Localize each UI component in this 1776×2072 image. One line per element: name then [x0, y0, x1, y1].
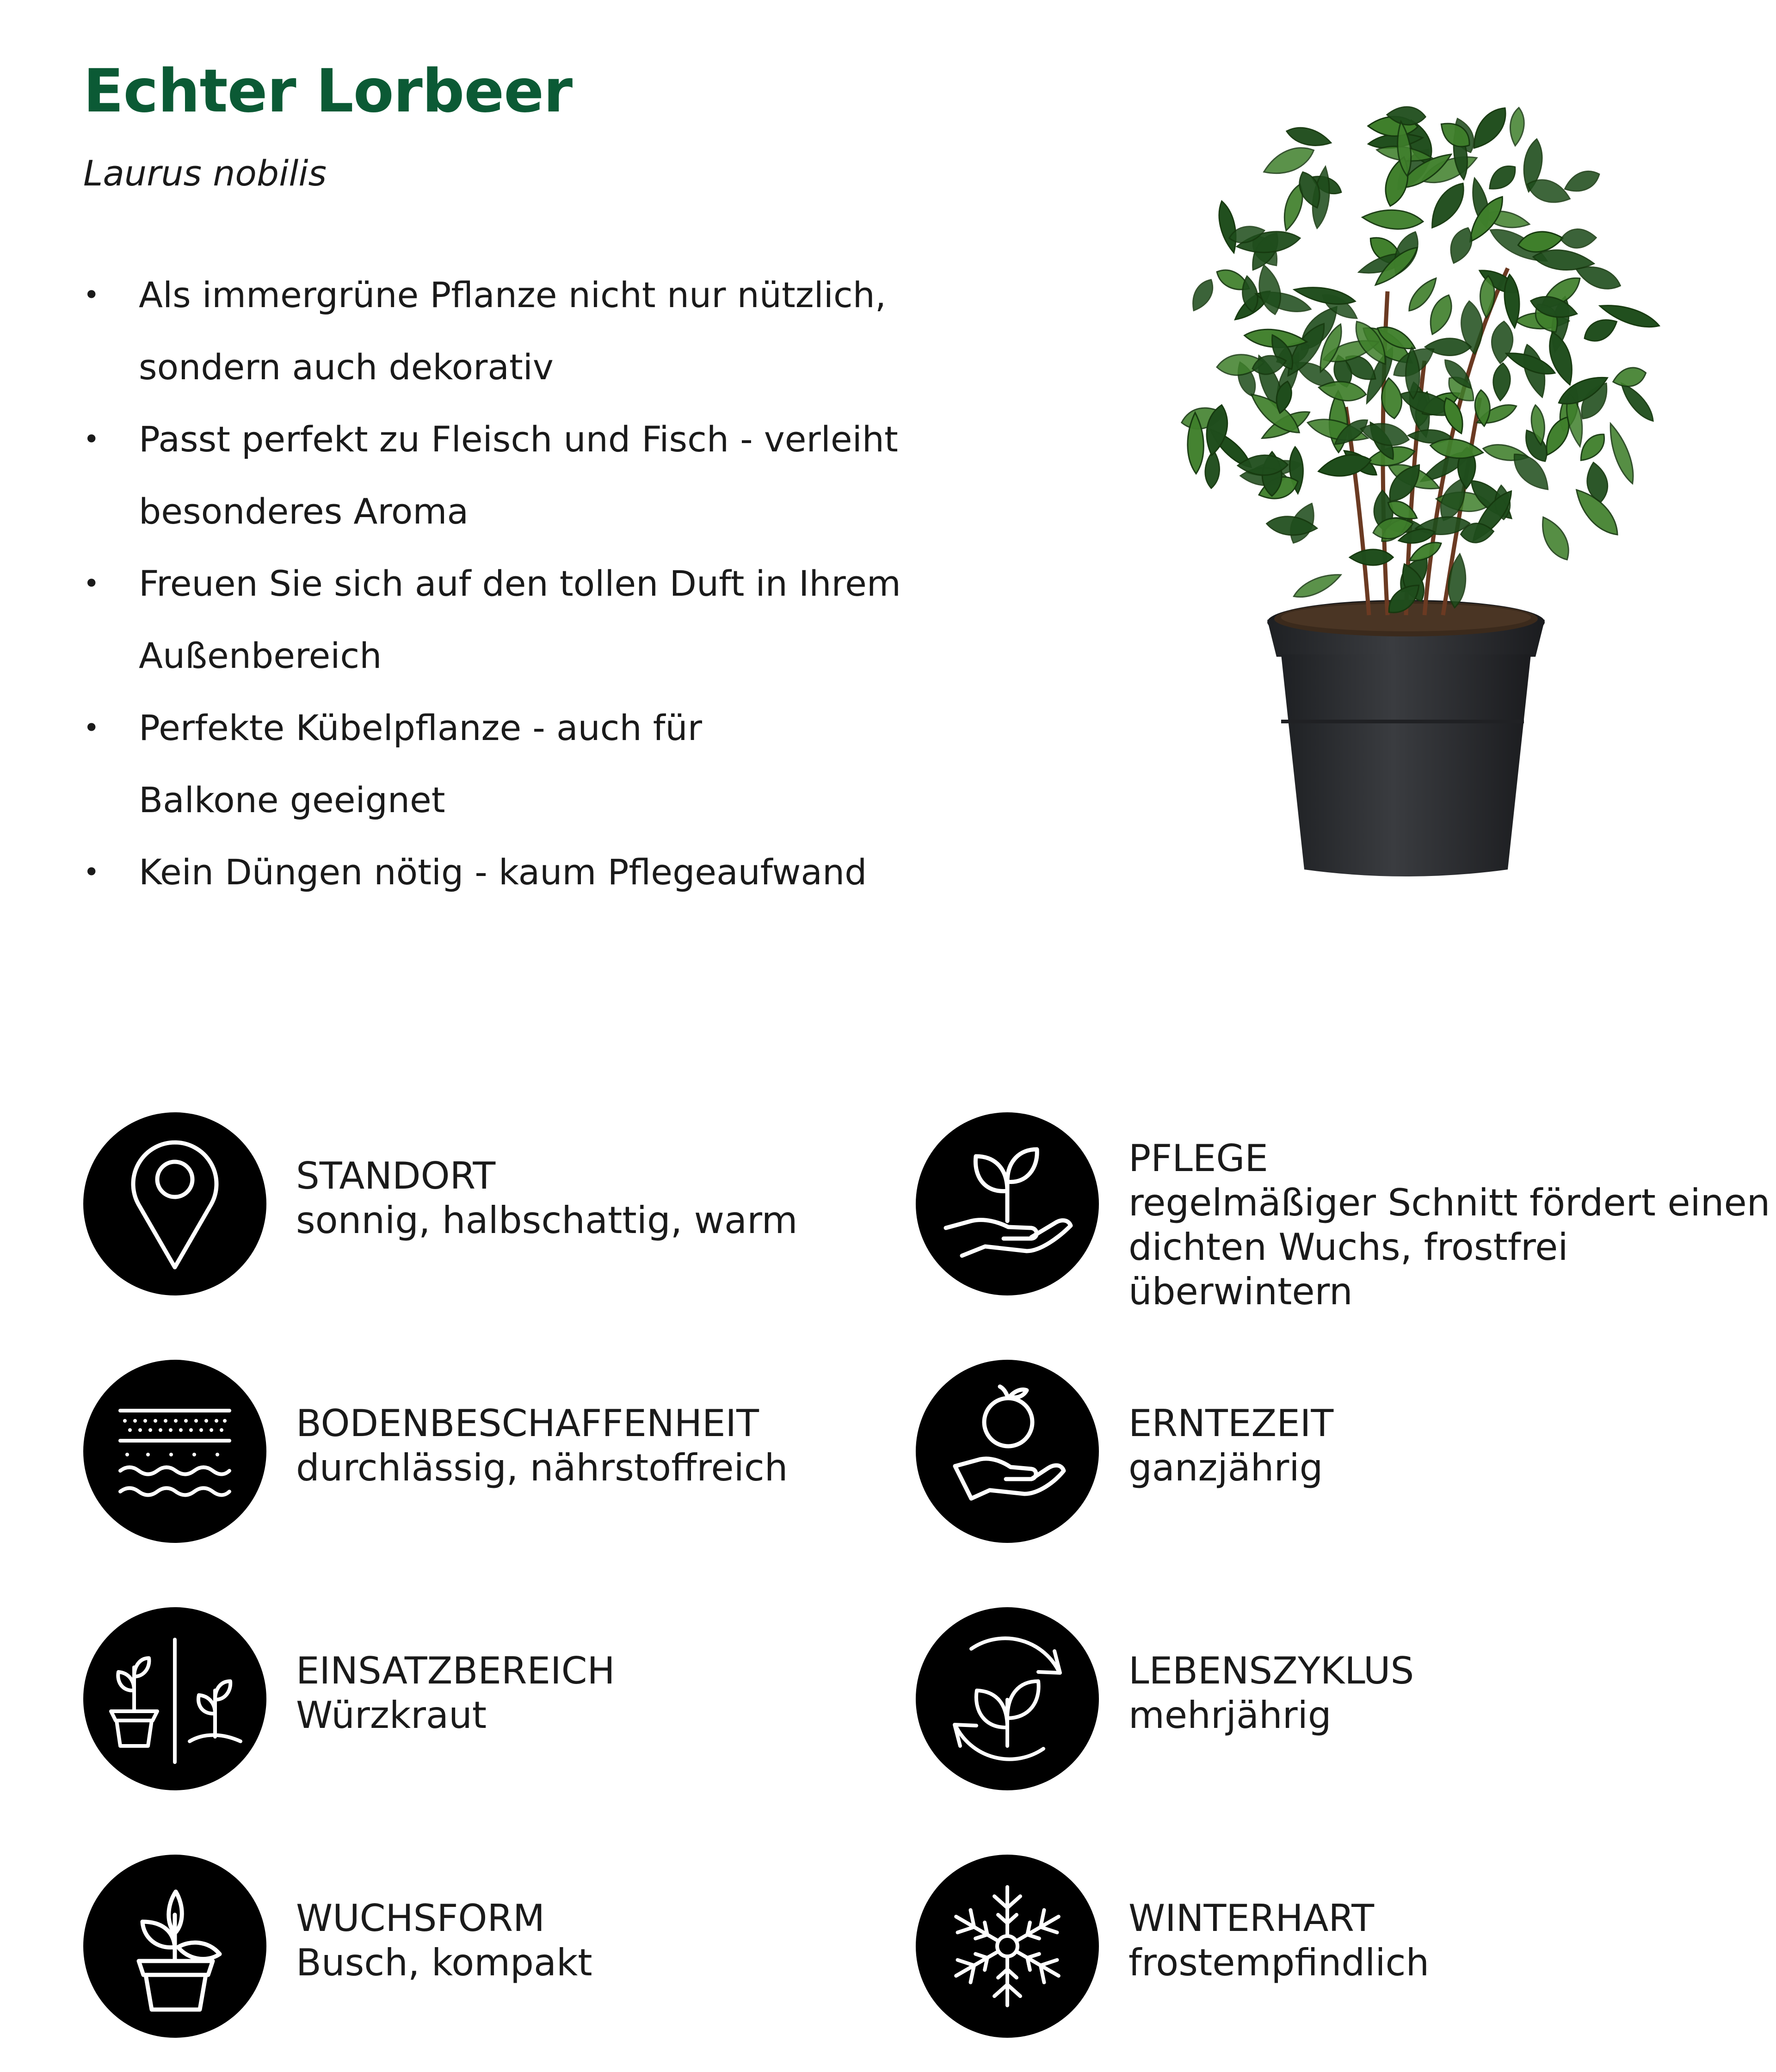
leaf-shape: [1291, 568, 1344, 602]
feature-list: [79, 259, 911, 908]
leaf-shape: [1611, 364, 1648, 390]
pot-icon: [1267, 600, 1545, 876]
feature-text-line: Kein Düngen nötig - kaum Pflegeaufwand: [139, 851, 867, 893]
info-label: STANDORT: [296, 1154, 496, 1197]
leaf-shape: [1424, 292, 1457, 338]
leaf-shape: [1580, 314, 1621, 346]
feature-item: [79, 403, 911, 548]
info-label: EINSATZBEREICH: [296, 1649, 615, 1692]
feature-text-line: Außenbereich: [139, 635, 382, 676]
product-latin-name: Laurus nobilis: [83, 153, 327, 194]
foliage-icon: [1179, 102, 1661, 619]
leaf-shape: [1492, 363, 1511, 401]
info-label: BODENBESCHAFFENHEIT: [296, 1402, 759, 1445]
seedling-hand-icon: [916, 1112, 1099, 1295]
snowflake-icon: [916, 1855, 1099, 2038]
feature-item: [79, 548, 911, 692]
leaf-shape: [1535, 512, 1576, 564]
leaf-shape: [1187, 276, 1218, 314]
info-label: PFLEGE: [1128, 1137, 1268, 1180]
info-erntezeit: [916, 1360, 1748, 1554]
lifecycle-leaf-icon: [916, 1607, 1099, 1790]
bullet-icon: •: [83, 712, 100, 744]
info-lebenszyklus: [916, 1607, 1748, 1801]
feature-text-line: Perfekte Kübelpflanze - auch für: [139, 707, 702, 748]
info-value: ganzjährig: [1128, 1446, 1323, 1489]
info-einsatz: [83, 1607, 916, 1801]
info-label: ERNTEZEIT: [1128, 1402, 1334, 1445]
info-label: WUCHSFORM: [296, 1897, 545, 1940]
info-value: frostempfindlich: [1128, 1941, 1430, 1984]
info-pflege: [916, 1112, 1770, 1313]
leaf-shape: [1316, 450, 1373, 481]
feature-text-line: sondern auch dekorativ: [139, 346, 554, 388]
feature-text-line: Als immergrüne Pflanze nicht nur nützlich,: [139, 274, 887, 315]
leaf-shape: [1204, 450, 1221, 488]
leaf-shape: [1604, 421, 1639, 486]
info-grid: [83, 1112, 1770, 2037]
info-label: WINTERHART: [1128, 1897, 1375, 1940]
bullet-icon: •: [83, 423, 100, 456]
leaf-shape: [1560, 228, 1597, 249]
info-boden: [83, 1360, 916, 1554]
feature-item: [79, 836, 911, 908]
info-winterhart: [916, 1855, 1748, 2049]
leaf-shape: [1424, 178, 1471, 233]
info-value: dichten Wuchs, frostfrei überwintern: [1128, 1226, 1568, 1313]
feature-text-line: Passt perfekt zu Fleisch und Fisch - verleiht: [139, 419, 898, 460]
harvest-hand-icon: [916, 1360, 1099, 1543]
soil-layers-icon: [83, 1360, 266, 1543]
feature-text-line: Balkone geeignet: [139, 779, 445, 820]
info-label: LEBENSZYKLUS: [1128, 1649, 1414, 1692]
potted-plant-icon: [83, 1855, 266, 2038]
info-value: Würzkraut: [296, 1694, 487, 1737]
location-pin-icon: [83, 1112, 266, 1295]
feature-item: [79, 692, 911, 836]
info-standort: [83, 1112, 916, 1307]
leaf-shape: [1285, 123, 1333, 150]
feature-text-line: Freuen Sie sich auf den tollen Duft in Ihrem: [139, 563, 901, 604]
leaf-shape: [1484, 160, 1521, 196]
info-value: regelmäßiger Schnitt fördert einen: [1128, 1181, 1770, 1224]
info-value: Busch, kompakt: [296, 1941, 592, 1984]
leaf-shape: [1509, 107, 1526, 146]
bullet-icon: •: [83, 567, 100, 600]
laurel-plant-image: [1128, 83, 1674, 906]
info-wuchsform: [83, 1855, 916, 2049]
info-value: mehrjährig: [1128, 1694, 1332, 1737]
info-value: durchlässig, nährstoffreich: [296, 1446, 788, 1489]
feature-text-line: besonderes Aroma: [139, 491, 469, 532]
leaf-shape: [1362, 208, 1424, 231]
product-title: Echter Lorbeer: [83, 57, 573, 126]
bullet-icon: •: [83, 856, 100, 888]
feature-item: [79, 259, 911, 403]
info-value: sonnig, halbschattig, warm: [296, 1199, 798, 1242]
leaf-shape: [1561, 166, 1603, 197]
bullet-icon: •: [83, 279, 100, 311]
pot-and-ground-icon: [83, 1607, 266, 1790]
